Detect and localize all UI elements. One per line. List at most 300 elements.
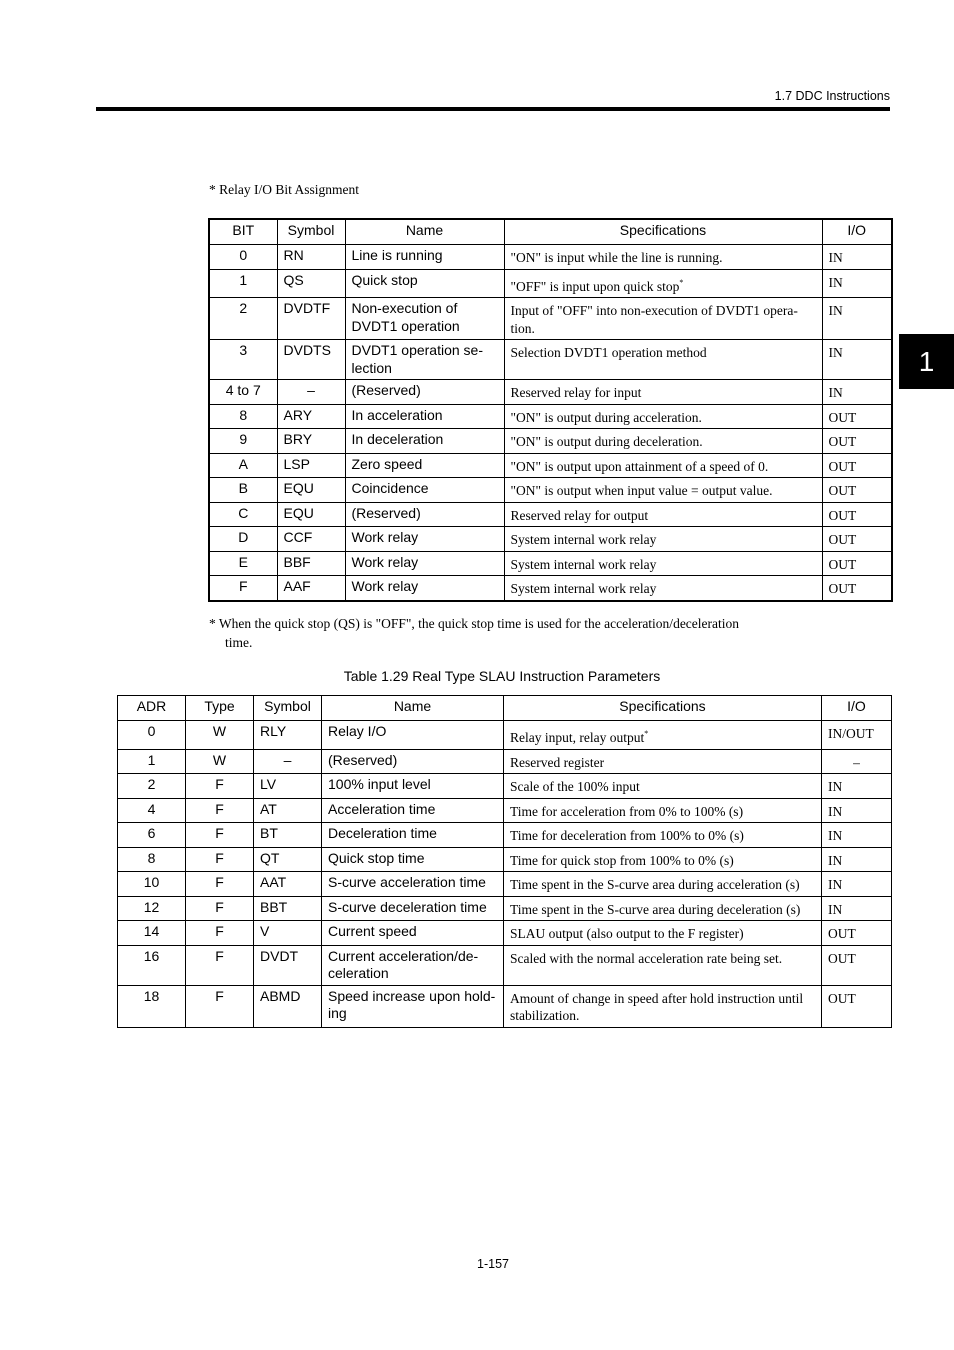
symbol-cell-text: EQU [283, 480, 314, 496]
symbol-cell-text: RN [283, 247, 304, 263]
bit-cell-text: 2 [239, 300, 248, 316]
symbol-cell-text: BRY [283, 431, 313, 447]
table-row [209, 502, 892, 527]
col-header-symbol: Symbol [277, 219, 345, 245]
io-cell-text: IN [828, 877, 843, 892]
bit-cell [209, 576, 277, 601]
symbol-cell [277, 404, 345, 429]
spec-cell-text: Time for quick stop from 100% to 0% (s) [510, 852, 734, 868]
io-cell-text: IN/OUT [828, 726, 874, 741]
io-cell-text: IN [828, 385, 843, 400]
io-cell-text: OUT [828, 507, 857, 523]
name-cell-text: Non-execution of DVDT1 operation [351, 300, 460, 334]
name-cell [322, 721, 504, 750]
bit-cell-text: E [238, 553, 248, 570]
page-number: 1-157 [477, 1257, 509, 1271]
symbol-cell-text: – [307, 382, 315, 398]
name-cell-text: S-curve acceleration time [328, 874, 486, 890]
name-cell-text: In acceleration [351, 406, 443, 423]
adr-cell-text: 2 [147, 776, 156, 792]
adr-cell [118, 985, 186, 1027]
col-header-type: Type [186, 696, 254, 721]
type-cell-text: F [215, 776, 224, 792]
spec-cell-text: "ON" is output during deceleration. [510, 434, 703, 449]
symbol-cell-text: LSP [283, 455, 310, 472]
name-cell [322, 847, 504, 872]
table-caption: Table 1.29 Real Type SLAU Instruction Parameters [343, 668, 661, 684]
name-cell-text: Work relay [351, 553, 419, 570]
spec-cell-text: Scale of the 100% input [510, 779, 640, 794]
chapter-tab: 1 [899, 334, 954, 389]
adr-cell [118, 774, 186, 799]
spec-cell-text: SLAU output (also output to the F register) [510, 926, 744, 941]
io-cell [822, 478, 892, 503]
name-cell-text: 100% input level [328, 776, 431, 792]
io-cell [822, 527, 892, 552]
bit-cell-text: A [238, 455, 248, 472]
spec-cell [504, 985, 822, 1027]
name-cell-text: Acceleration time [328, 800, 436, 817]
spec-cell [504, 429, 822, 454]
io-cell-text: OUT [828, 581, 857, 596]
io-cell [822, 576, 892, 601]
col-header-name: Name [345, 219, 504, 245]
table-row [118, 872, 892, 897]
adr-cell-text: 18 [143, 987, 160, 1004]
spec-cell-text: Input of "OFF" into non-execution of DVDT1 opera-tion. [510, 303, 798, 336]
symbol-cell [277, 453, 345, 478]
bit-cell-text: 9 [239, 431, 248, 447]
symbol-cell [277, 576, 345, 601]
symbol-cell [254, 847, 322, 872]
bit-cell [209, 453, 277, 478]
bit-cell [209, 478, 277, 503]
spec-cell [504, 921, 822, 946]
symbol-cell-text: QS [283, 271, 304, 288]
spec-cell-text: System internal work relay [510, 556, 657, 572]
table-row [118, 721, 892, 750]
spec-cell [504, 404, 822, 429]
spec-cell [504, 551, 822, 576]
name-cell [345, 269, 504, 298]
spec-cell [504, 502, 822, 527]
spec-cell-text: "ON" is output upon attainment of a speed of 0. [510, 458, 769, 474]
table-row [209, 269, 892, 298]
spec-cell-text: Scaled with the normal acceleration rate being set. [510, 950, 783, 966]
spec-cell [504, 527, 822, 552]
name-cell [345, 453, 504, 478]
symbol-cell [254, 945, 322, 985]
io-cell [822, 453, 892, 478]
io-cell-text: OUT [828, 483, 857, 498]
spec-cell [504, 269, 822, 298]
bit-cell [209, 527, 277, 552]
type-cell-text: F [215, 800, 224, 817]
symbol-cell-text: ARY [283, 406, 313, 423]
io-cell [822, 298, 892, 340]
io-cell-text: OUT [828, 434, 857, 449]
table-header-row [118, 696, 892, 721]
symbol-cell [254, 749, 322, 774]
bit-assignment-title: * Relay I/O Bit Assignment [209, 182, 359, 197]
bit-cell-text: 3 [239, 342, 248, 358]
table-row [118, 847, 892, 872]
bit-cell [209, 245, 277, 270]
symbol-cell [277, 429, 345, 454]
name-cell [322, 945, 504, 985]
name-cell-text: Line is running [351, 247, 443, 263]
adr-cell-text: 6 [147, 825, 156, 841]
spec-cell [504, 823, 822, 848]
spec-cell-text: Reserved relay for input [510, 385, 642, 400]
type-cell [186, 985, 254, 1027]
symbol-cell [254, 921, 322, 946]
io-cell-text: IN [828, 303, 843, 318]
spec-cell [504, 749, 822, 774]
spec-cell-text: System internal work relay [510, 532, 657, 547]
running-header: 1.7 DDC Instructions [774, 89, 890, 103]
symbol-cell [277, 502, 345, 527]
name-cell [345, 429, 504, 454]
type-cell [186, 847, 254, 872]
table-header-row [209, 219, 892, 245]
spec-cell [504, 774, 822, 799]
table-row [118, 749, 892, 774]
adr-cell [118, 823, 186, 848]
name-cell [322, 774, 504, 799]
adr-cell-text: 0 [147, 723, 156, 739]
name-cell [322, 823, 504, 848]
quick-stop-footnote-continued: time. [225, 635, 253, 650]
table-row [209, 429, 892, 454]
spec-cell-text: System internal work relay [510, 581, 657, 596]
table-row [209, 245, 892, 270]
spec-cell-text: "ON" is output when input value = output value. [510, 483, 773, 498]
table-row [209, 404, 892, 429]
name-cell-text: In deceleration [351, 431, 444, 447]
table-row [118, 945, 892, 985]
adr-cell [118, 847, 186, 872]
col-header-specifications: Specifications [504, 219, 822, 245]
adr-cell [118, 721, 186, 750]
io-cell [822, 404, 892, 429]
name-cell-text: (Reserved) [328, 751, 398, 768]
io-cell [822, 823, 892, 848]
name-cell [322, 921, 504, 946]
symbol-cell-text: – [283, 751, 292, 768]
table-row [118, 896, 892, 921]
io-cell [822, 896, 892, 921]
type-cell [186, 945, 254, 985]
adr-cell-text: 1 [147, 751, 156, 768]
name-cell-text: DVDT1 operation se-lection [351, 342, 484, 376]
spec-cell [504, 945, 822, 985]
table-row [118, 823, 892, 848]
bit-cell-text: 4 to 7 [225, 382, 261, 398]
symbol-cell [254, 823, 322, 848]
spec-cell [504, 721, 822, 750]
adr-cell-text: 8 [147, 849, 156, 866]
table-row [209, 340, 892, 380]
spec-cell [504, 896, 822, 921]
io-cell [822, 380, 892, 405]
io-cell-text: IN [828, 274, 843, 290]
col-header-symbol: Symbol [254, 696, 322, 721]
io-cell [822, 921, 892, 946]
bit-cell [209, 429, 277, 454]
io-cell-text: IN [828, 901, 843, 917]
bit-cell [209, 551, 277, 576]
io-cell-text: IN [828, 345, 843, 360]
io-cell-text: OUT [828, 458, 857, 474]
type-cell [186, 896, 254, 921]
col-header-adr: ADR [118, 696, 186, 721]
bit-cell-text: 1 [239, 271, 248, 288]
name-cell [322, 985, 504, 1027]
io-cell [822, 774, 892, 799]
table-row [118, 985, 892, 1027]
name-cell [322, 896, 504, 921]
symbol-cell-text: BT [260, 825, 278, 841]
name-cell-text: Speed increase upon hold-ing [328, 987, 496, 1021]
spec-cell [504, 478, 822, 503]
io-cell-text: OUT [828, 950, 856, 966]
type-cell [186, 798, 254, 823]
adr-cell [118, 945, 186, 985]
table-row [209, 527, 892, 552]
name-cell [322, 798, 504, 823]
type-cell-text: W [212, 723, 227, 739]
name-cell [345, 340, 504, 380]
io-cell-text: IN [828, 250, 843, 265]
io-cell-text: IN [828, 803, 843, 819]
spec-cell [504, 298, 822, 340]
footnote-mark: * [679, 277, 684, 287]
adr-cell-text: 14 [143, 923, 160, 939]
table-row [209, 453, 892, 478]
symbol-cell-text: DVDT [260, 947, 299, 964]
name-cell [345, 576, 504, 601]
io-cell [822, 551, 892, 576]
io-cell [822, 429, 892, 454]
io-cell [822, 945, 892, 985]
symbol-cell [277, 269, 345, 298]
io-cell [822, 798, 892, 823]
spec-cell-text: Reserved register [510, 754, 605, 770]
bit-cell [209, 298, 277, 340]
name-cell-text: Zero speed [351, 455, 423, 472]
name-cell [322, 749, 504, 774]
spec-cell [504, 872, 822, 897]
spec-cell [504, 380, 822, 405]
spec-cell-text: Time spent in the S-curve area during deceleration (s) [510, 901, 801, 917]
name-cell [345, 478, 504, 503]
spec-cell-text: "OFF" is input upon quick stop [510, 278, 680, 294]
name-cell [345, 527, 504, 552]
name-cell [345, 551, 504, 576]
io-cell [822, 749, 892, 774]
adr-cell-text: 12 [143, 898, 160, 915]
col-header-bit: BIT [209, 219, 277, 245]
bit-cell-text: F [238, 578, 248, 594]
header-rule [96, 107, 890, 111]
adr-cell [118, 896, 186, 921]
symbol-cell [277, 527, 345, 552]
symbol-cell [277, 380, 345, 405]
spec-cell-text: Time spent in the S-curve area during acceleration (s) [510, 877, 800, 892]
symbol-cell-text: DVDTS [283, 342, 331, 358]
bit-cell [209, 269, 277, 298]
symbol-cell [254, 985, 322, 1027]
io-cell [822, 847, 892, 872]
io-cell [822, 340, 892, 380]
name-cell [322, 872, 504, 897]
adr-cell-text: 10 [143, 874, 160, 890]
name-cell-text: S-curve deceleration time [328, 898, 487, 915]
symbol-cell [277, 340, 345, 380]
io-cell-text: OUT [828, 556, 857, 572]
table-row [118, 921, 892, 946]
spec-cell [504, 798, 822, 823]
adr-cell [118, 921, 186, 946]
spec-cell-text: Time for acceleration from 0% to 100% (s) [510, 803, 744, 819]
type-cell-text: F [215, 898, 224, 915]
col-header-name: Name [322, 696, 504, 721]
bit-cell [209, 340, 277, 380]
spec-cell-text: Amount of change in speed after hold instruction until stabilization. [510, 990, 804, 1023]
symbol-cell-text: AAT [260, 874, 287, 890]
symbol-cell [254, 896, 322, 921]
symbol-cell [254, 721, 322, 750]
adr-cell-text: 4 [147, 800, 156, 817]
symbol-cell-text: BBF [283, 553, 311, 570]
symbol-cell [254, 798, 322, 823]
relay-bit-table [208, 218, 893, 602]
quick-stop-footnote: * When the quick stop (QS) is "OFF", the quick stop time is used for the acceleration/deceleration [209, 616, 740, 631]
type-cell [186, 721, 254, 750]
adr-cell [118, 798, 186, 823]
io-cell [822, 269, 892, 298]
footnote-mark: * [644, 729, 649, 738]
type-cell [186, 872, 254, 897]
name-cell-text: Coincidence [351, 480, 429, 496]
spec-cell [504, 847, 822, 872]
col-header-io: I/O [822, 219, 892, 245]
io-cell [822, 502, 892, 527]
name-cell-text: (Reserved) [351, 382, 421, 398]
io-cell-text: IN [828, 779, 843, 794]
name-cell [345, 245, 504, 270]
spec-cell [504, 245, 822, 270]
symbol-cell-text: LV [260, 776, 277, 792]
spec-cell-text: "ON" is input while the line is running. [510, 250, 723, 265]
type-cell [186, 921, 254, 946]
type-cell-text: F [215, 987, 224, 1004]
symbol-cell [277, 245, 345, 270]
io-cell-text: OUT [828, 990, 856, 1006]
name-cell [345, 404, 504, 429]
io-cell [822, 721, 892, 750]
io-cell [822, 245, 892, 270]
symbol-cell-text: CCF [283, 529, 313, 545]
type-cell-text: F [215, 825, 224, 841]
spec-cell-text: "ON" is output during acceleration. [510, 409, 702, 425]
symbol-cell [277, 551, 345, 576]
col-header-specifications: Specifications [504, 696, 822, 721]
io-cell-text: IN [828, 828, 843, 843]
type-cell [186, 823, 254, 848]
symbol-cell-text: BBT [260, 898, 288, 915]
symbol-cell [277, 298, 345, 340]
symbol-cell-text: V [260, 923, 270, 939]
name-cell-text: Deceleration time [328, 825, 437, 841]
type-cell-text: F [215, 874, 224, 890]
name-cell-text: Work relay [351, 578, 419, 594]
symbol-cell [254, 872, 322, 897]
bit-cell-text: C [238, 504, 249, 521]
symbol-cell [254, 774, 322, 799]
io-cell [822, 985, 892, 1027]
table-row [118, 774, 892, 799]
bit-cell-text: 0 [239, 247, 248, 263]
symbol-cell-text: QT [260, 849, 280, 866]
adr-cell-text: 16 [143, 947, 160, 964]
type-cell [186, 774, 254, 799]
type-cell-text: F [215, 849, 224, 866]
spec-cell-text: Reserved relay for output [510, 507, 649, 523]
io-cell-text: IN [828, 852, 843, 868]
type-cell [186, 749, 254, 774]
spec-cell-text: Selection DVDT1 operation method [510, 345, 707, 360]
io-cell-text: OUT [828, 532, 857, 547]
bit-cell [209, 502, 277, 527]
name-cell-text: Quick stop time [328, 849, 425, 866]
bit-cell [209, 380, 277, 405]
table-row [209, 298, 892, 340]
name-cell-text: Quick stop [351, 271, 418, 288]
type-cell-text: F [215, 923, 224, 939]
type-cell-text: F [215, 947, 224, 964]
name-cell [345, 502, 504, 527]
bit-cell-text: 8 [239, 406, 248, 423]
name-cell-text: (Reserved) [351, 504, 421, 521]
adr-cell [118, 872, 186, 897]
bit-cell-text: D [238, 529, 249, 545]
symbol-cell-text: AAF [283, 578, 311, 594]
table-row [209, 576, 892, 601]
symbol-cell-text: RLY [260, 723, 287, 739]
name-cell-text: Current acceleration/de-celeration [328, 947, 479, 981]
table-row [209, 551, 892, 576]
bit-cell [209, 404, 277, 429]
table-row [209, 380, 892, 405]
spec-cell-text: Time for deceleration from 100% to 0% (s) [510, 828, 744, 843]
symbol-cell-text: DVDTF [283, 300, 331, 316]
table-row [118, 798, 892, 823]
col-header-io: I/O [822, 696, 892, 721]
name-cell-text: Current speed [328, 923, 417, 939]
io-cell-text: OUT [828, 409, 857, 425]
symbol-cell [277, 478, 345, 503]
name-cell-text: Work relay [351, 529, 419, 545]
symbol-cell-text: EQU [283, 504, 314, 521]
io-cell-text: – [853, 754, 860, 770]
name-cell [345, 298, 504, 340]
spec-cell-text: Relay input, relay output [510, 730, 645, 745]
name-cell [345, 380, 504, 405]
spec-cell [504, 340, 822, 380]
symbol-cell-text: ABMD [260, 987, 301, 1004]
